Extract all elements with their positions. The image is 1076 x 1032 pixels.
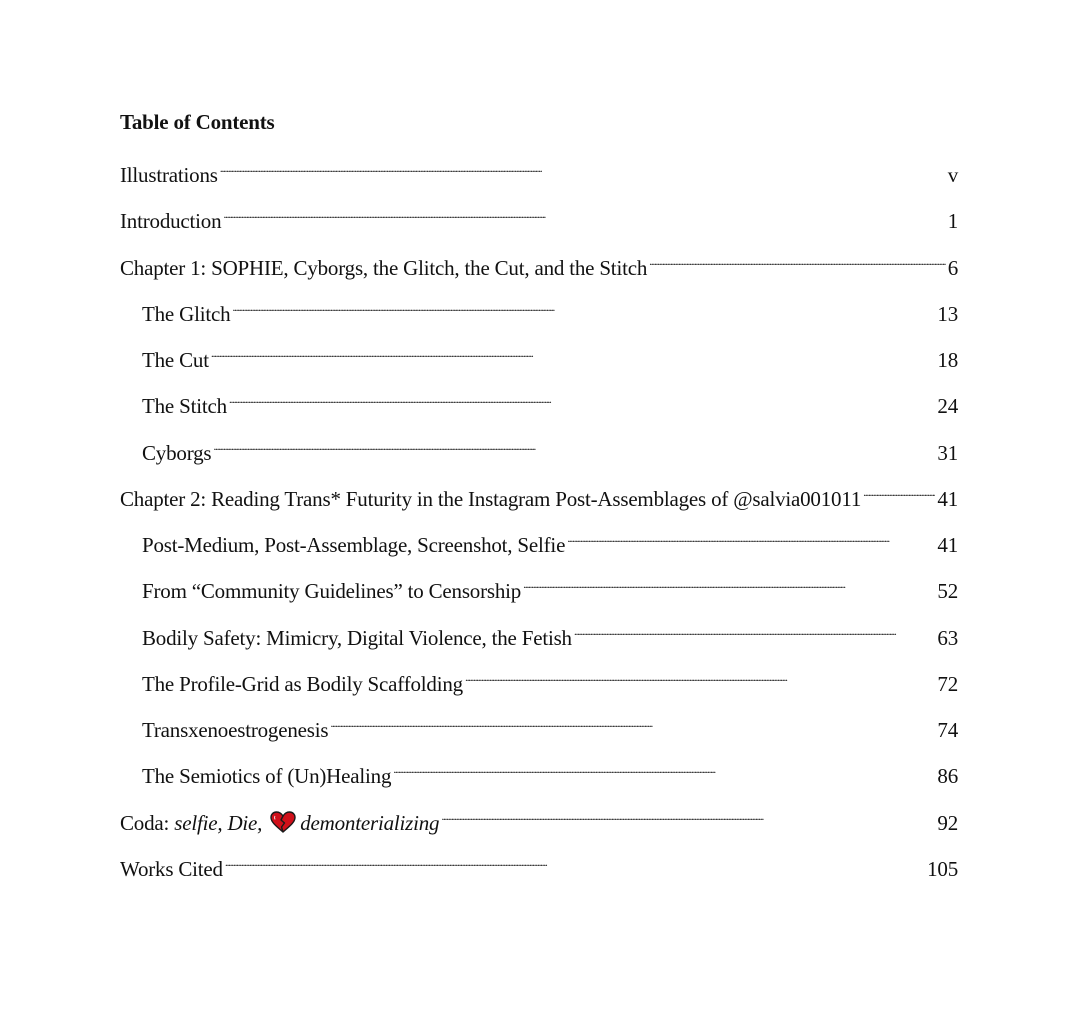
coda-italic-subtitle: demonterializing	[300, 810, 440, 835]
coda-italic-title: selfie, Die,	[174, 810, 263, 835]
dot-leader	[523, 570, 935, 598]
dot-leader	[441, 802, 935, 830]
toc-entry-label: Chapter 2: Reading Trans* Futurity in the Instagram Post-Assemblages of @salvia001011	[120, 486, 862, 511]
toc-page-number: 13	[937, 301, 958, 326]
toc-page-number: 41	[937, 533, 958, 557]
toc-page-number: 1	[947, 209, 958, 234]
toc-entry-label: Chapter 1: SOPHIE, Cyborgs, the Glitch, the Cut, and the Stitch	[120, 255, 648, 280]
dot-leader	[574, 617, 936, 645]
broken-heart-icon	[270, 811, 296, 833]
toc-title: Table of Contents	[120, 110, 275, 134]
toc-entry-label: The Profile-Grid as Bodily Scaffolding	[142, 671, 463, 696]
toc-entry-label: The Semiotics of (Un)Healing	[142, 764, 392, 789]
dot-leader	[229, 385, 935, 413]
toc-entry-introduction[interactable]	[120, 200, 958, 246]
toc-page-number: v	[947, 163, 958, 187]
toc-entry-illustrations[interactable]	[120, 154, 958, 200]
dot-leader	[232, 293, 935, 321]
toc-entry-label: Bodily Safety: Mimicry, Digital Violence, the Fetish	[142, 625, 572, 650]
toc-entry-label: Works Cited	[120, 856, 223, 881]
toc-entry-post-medium[interactable]	[120, 524, 958, 570]
toc-page-number: 41	[937, 486, 958, 511]
toc-entry-label: Introduction	[120, 209, 222, 234]
dot-leader	[213, 432, 935, 460]
toc-page-number: 74	[937, 718, 958, 742]
toc-entry-label: From “Community Guidelines” to Censorship	[142, 579, 522, 604]
toc-entry-label: Transxenoestrogenesis	[142, 718, 329, 742]
toc-page-number: 63	[937, 625, 958, 650]
toc-page-number: 72	[937, 671, 958, 696]
coda-prefix: Coda:	[120, 810, 170, 835]
toc-page-number: 105	[927, 856, 958, 881]
toc-page-number: 6	[947, 255, 958, 280]
dot-leader	[211, 339, 936, 367]
dot-leader	[649, 247, 946, 275]
toc-entry-works-cited[interactable]	[120, 848, 958, 894]
dot-leader	[223, 200, 945, 228]
toc-entry-cyborgs[interactable]	[120, 432, 958, 478]
toc-entry-label: Post-Medium, Post-Assemblage, Screenshot, Selfie	[142, 533, 566, 557]
toc-entry-chapter-1[interactable]	[120, 247, 958, 293]
toc-page-number: 92	[937, 810, 958, 835]
toc-entry-label: The Stitch	[142, 394, 227, 419]
toc-entry-community-guidelines[interactable]	[120, 570, 958, 616]
table-of-contents	[120, 108, 958, 894]
toc-entry-chapter-2[interactable]	[120, 478, 958, 524]
toc-page-number: 18	[937, 348, 958, 372]
toc-entry-the-glitch[interactable]	[120, 293, 958, 339]
toc-page-number: 86	[937, 764, 958, 789]
toc-entry-coda[interactable]	[120, 802, 958, 848]
toc-entry-label: Illustrations	[120, 163, 218, 187]
toc-entry-the-stitch[interactable]	[120, 385, 958, 431]
toc-page-number: 52	[937, 579, 958, 604]
dot-leader	[220, 154, 946, 182]
dot-leader	[863, 478, 935, 506]
toc-entry-semiotics-of-unhealing[interactable]	[120, 755, 958, 801]
toc-entry-label: Cyborgs	[142, 440, 212, 465]
dot-leader	[393, 755, 935, 783]
toc-entry-label	[120, 808, 439, 837]
dot-leader	[225, 848, 925, 876]
dot-leader	[465, 663, 935, 691]
toc-entry-profile-grid[interactable]	[120, 663, 958, 709]
toc-entry-transxenoestrogenesis[interactable]	[120, 709, 958, 755]
toc-entry-the-cut[interactable]	[120, 339, 958, 385]
toc-entry-label: The Cut	[142, 348, 209, 372]
toc-page-number: 31	[937, 440, 958, 465]
toc-entry-label: The Glitch	[142, 301, 231, 326]
dot-leader	[330, 709, 935, 737]
dot-leader	[567, 524, 935, 552]
toc-entry-bodily-safety[interactable]	[120, 617, 958, 663]
toc-page-number: 24	[937, 394, 958, 419]
